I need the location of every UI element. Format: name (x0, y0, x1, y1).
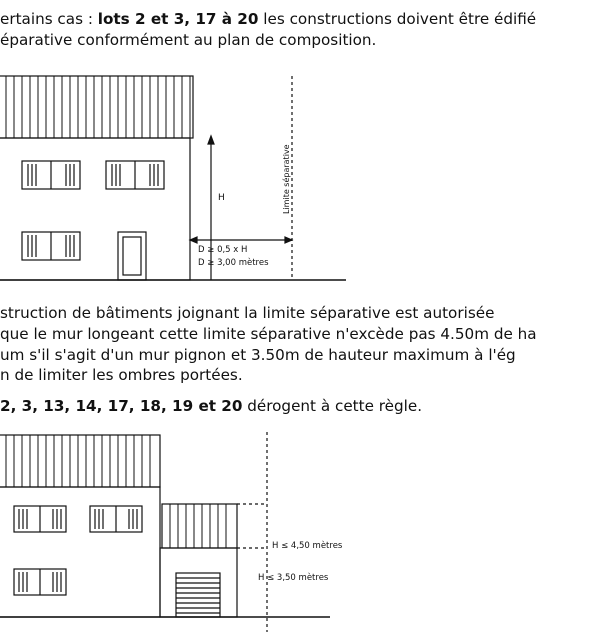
lower-window (22, 232, 80, 260)
h-label: H (218, 193, 225, 203)
main-roof-tiles (6, 435, 150, 487)
limit-label: Limite séparative (282, 144, 291, 214)
text-run: dérogent à cette règle. (242, 397, 423, 415)
arrow-up (208, 136, 214, 144)
bold-lots: lots 2 et 3, 17 à 20 (97, 10, 259, 28)
paragraph-2-line-3: um s'il s'agit d'un mur pignon et 3.50m de hauteur maximum à l'ég (0, 346, 516, 364)
annex-roof-tiles (170, 504, 226, 548)
paragraph-2-line-2: que le mur longeant cette limite séparative n'excède pas 4.50m de ha (0, 325, 537, 343)
upper-window-left (22, 161, 80, 189)
lower-window (14, 569, 66, 595)
upper-window-right (106, 161, 164, 189)
h-label-1: H ≤ 4,50 mètres (272, 541, 343, 551)
diagram-1 (0, 68, 600, 293)
roof-tiles (6, 76, 190, 138)
d-label-1: D ≥ 0,5 x H (198, 245, 248, 255)
paragraph-1-line-1 (0, 9, 536, 29)
text-run: ertains cas : (0, 10, 98, 28)
text-run: les constructions doivent être édifié (258, 10, 537, 28)
paragraph-2-line-4: n de limiter les ombres portées. (0, 366, 243, 384)
arrow-right (285, 237, 292, 243)
roof (0, 76, 193, 138)
paragraph-2-line-1: struction de bâtiments joignant la limite séparative est autorisée (0, 304, 495, 322)
paragraph-1-line-2: éparative conformément au plan de composition. (0, 31, 377, 49)
garage-door (176, 573, 220, 617)
d-label-2: D ≥ 3,00 mètres (198, 258, 269, 268)
arrow-left (190, 237, 197, 243)
main-roof (0, 435, 160, 487)
diagram-2 (0, 432, 600, 632)
h-label-2: H ≤ 3,50 mètres (258, 573, 329, 583)
upper-window-right (90, 506, 142, 532)
house-wall (0, 138, 190, 280)
upper-window-left (14, 506, 66, 532)
paragraph-3 (0, 396, 422, 416)
door (118, 232, 146, 280)
bold-lots: 2, 3, 13, 14, 17, 18, 19 et 20 (0, 397, 243, 415)
